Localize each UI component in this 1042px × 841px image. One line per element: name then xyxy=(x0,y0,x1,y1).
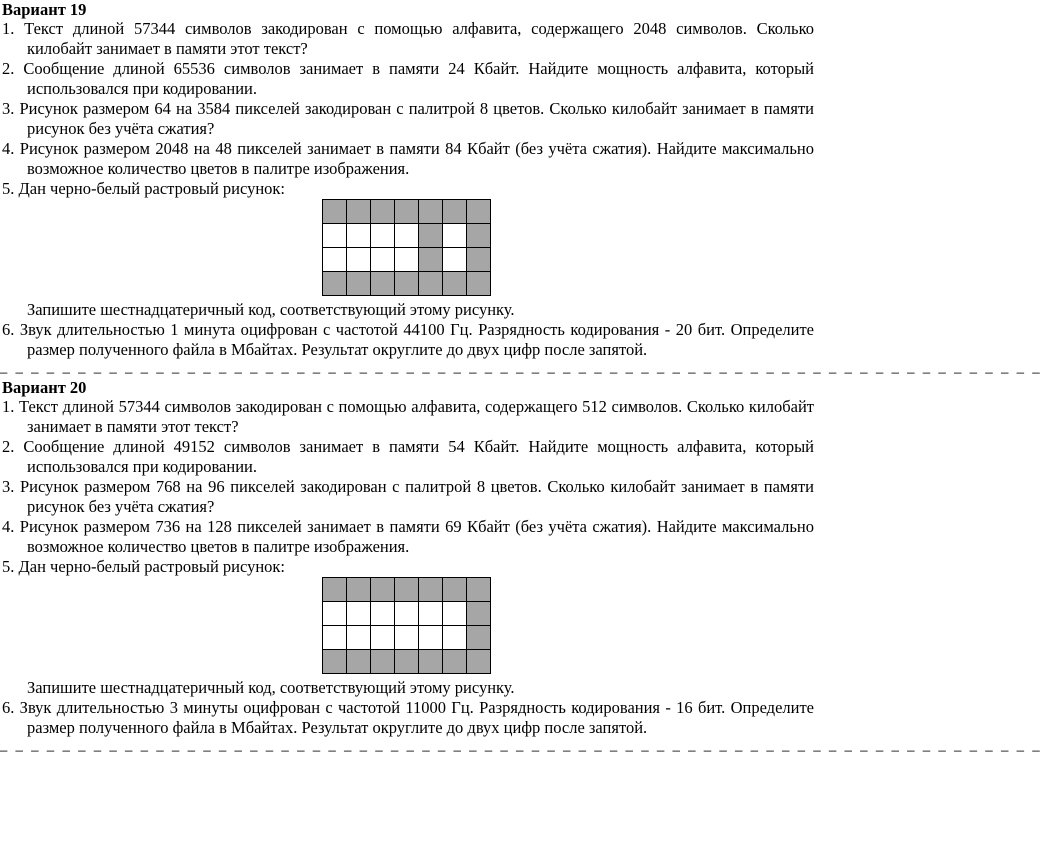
pixel-filled xyxy=(371,650,395,674)
task-1: 1. Текст длиной 57344 символов закодирован с помощью алфавита, содержащего 2048 символов. Сколько килобайт занимает в памяти этот текст? xyxy=(2,19,814,58)
task-3: 3. Рисунок размером 768 на 96 пикселей закодирован с палитрой 8 цветов. Сколько килобайт занимает в памяти рисунок без учёта сжатия? xyxy=(2,477,814,516)
pixel-filled xyxy=(395,578,419,602)
pixel-filled xyxy=(467,602,491,626)
pixel-filled xyxy=(467,224,491,248)
pixel-filled xyxy=(395,272,419,296)
pixel-filled xyxy=(371,200,395,224)
separator-line: _ _ _ _ _ _ _ _ _ _ _ _ _ _ _ _ _ _ _ _ _ _ _ _ _ _ _ _ _ _ _ _ _ _ _ _ _ _ _ _ _ _ _ _ _ _ _ _ _ _ _ _ _ _ _ _ _ _ _ _ _ _ _ _ _ _ _ xyxy=(0,737,1042,752)
pixel-filled xyxy=(443,578,467,602)
pixel-filled xyxy=(347,578,371,602)
pixel-empty xyxy=(443,626,467,650)
pixel-filled xyxy=(467,248,491,272)
variant-title: Вариант 20 xyxy=(2,378,87,397)
separator-line: _ _ _ _ _ _ _ _ _ _ _ _ _ _ _ _ _ _ _ _ _ _ _ _ _ _ _ _ _ _ _ _ _ _ _ _ _ _ _ _ _ _ _ _ _ _ _ _ _ _ _ _ _ _ _ _ _ _ _ _ _ _ _ _ _ _ _ xyxy=(0,359,1042,374)
pixel-empty xyxy=(323,602,347,626)
pixel-filled xyxy=(467,650,491,674)
variant-20 xyxy=(0,378,1042,752)
pixel-empty xyxy=(323,248,347,272)
grid-row xyxy=(323,578,491,602)
pixel-empty xyxy=(419,626,443,650)
pixel-filled xyxy=(419,224,443,248)
pixel-filled xyxy=(467,626,491,650)
pixel-empty xyxy=(395,602,419,626)
raster-image-grid xyxy=(322,199,491,296)
pixel-empty xyxy=(395,224,419,248)
pixel-empty xyxy=(323,626,347,650)
pixel-filled xyxy=(395,650,419,674)
grid-row xyxy=(323,272,491,296)
pixel-filled xyxy=(467,272,491,296)
variant-title: Вариант 19 xyxy=(2,0,87,19)
pixel-empty xyxy=(347,602,371,626)
pixel-filled xyxy=(323,578,347,602)
task-1: 1. Текст длиной 57344 символов закодирован с помощью алфавита, содержащего 512 символов. Сколько килобайт занимает в памяти этот текст? xyxy=(2,397,814,436)
task-5-instruction: Запишите шестнадцатеричный код, соответствующий этому рисунку. xyxy=(27,300,515,319)
pixel-filled xyxy=(443,200,467,224)
task-2: 2. Сообщение длиной 49152 символов занимает в памяти 54 Кбайт. Найдите мощность алфавита, который использовался при кодировании. xyxy=(2,437,814,476)
pixel-empty xyxy=(347,224,371,248)
pixel-filled xyxy=(323,272,347,296)
pixel-filled xyxy=(395,200,419,224)
pixel-filled xyxy=(419,272,443,296)
pixel-empty xyxy=(443,248,467,272)
pixel-filled xyxy=(323,650,347,674)
pixel-empty xyxy=(371,224,395,248)
task-6: 6. Звук длительностью 1 минута оцифрован с частотой 44100 Гц. Разрядность кодирования - 20 бит. Определите размер полученного файла в Мбайтах. Результат округлите до двух цифр после запятой. xyxy=(2,320,814,359)
pixel-filled xyxy=(419,650,443,674)
pixel-filled xyxy=(467,578,491,602)
pixel-filled xyxy=(371,272,395,296)
task-4: 4. Рисунок размером 736 на 128 пикселей занимает в памяти 69 Кбайт (без учёта сжатия). Найдите максимально возможное количество цветов в палитре изображения. xyxy=(2,517,814,556)
pixel-empty xyxy=(323,224,347,248)
raster-image-wrap xyxy=(0,577,816,678)
pixel-filled xyxy=(347,200,371,224)
pixel-filled xyxy=(419,200,443,224)
pixel-empty xyxy=(371,626,395,650)
raster-image-grid xyxy=(322,577,491,674)
pixel-empty xyxy=(443,224,467,248)
task-6: 6. Звук длительностью 3 минуты оцифрован с частотой 11000 Гц. Разрядность кодирования - 16 бит. Определите размер полученного файла в Мбайтах. Результат округлите до двух цифр после запятой. xyxy=(2,698,814,737)
grid-row xyxy=(323,224,491,248)
grid-row xyxy=(323,650,491,674)
variant-19 xyxy=(0,0,1042,374)
pixel-empty xyxy=(371,248,395,272)
task-4: 4. Рисунок размером 2048 на 48 пикселей занимает в памяти 84 Кбайт (без учёта сжатия). Найдите максимально возможное количество цветов в палитре изображения. xyxy=(2,139,814,178)
pixel-filled xyxy=(443,650,467,674)
pixel-filled xyxy=(347,650,371,674)
pixel-filled xyxy=(323,200,347,224)
pixel-filled xyxy=(419,578,443,602)
pixel-empty xyxy=(395,248,419,272)
task-5: 5. Дан черно-белый растровый рисунок: xyxy=(2,557,286,576)
pixel-empty xyxy=(347,626,371,650)
grid-row xyxy=(323,248,491,272)
pixel-filled xyxy=(467,200,491,224)
task-3: 3. Рисунок размером 64 на 3584 пикселей закодирован с палитрой 8 цветов. Сколько килобайт занимает в памяти рисунок без учёта сжатия? xyxy=(2,99,814,138)
pixel-empty xyxy=(395,626,419,650)
pixel-empty xyxy=(347,248,371,272)
task-5: 5. Дан черно-белый растровый рисунок: xyxy=(2,179,286,198)
grid-row xyxy=(323,200,491,224)
pixel-empty xyxy=(443,602,467,626)
task-2: 2. Сообщение длиной 65536 символов занимает в памяти 24 Кбайт. Найдите мощность алфавита, который использовался при кодировании. xyxy=(2,59,814,98)
pixel-filled xyxy=(443,272,467,296)
pixel-filled xyxy=(347,272,371,296)
pixel-empty xyxy=(371,602,395,626)
grid-row xyxy=(323,626,491,650)
pixel-filled xyxy=(371,578,395,602)
pixel-filled xyxy=(419,248,443,272)
task-5-instruction: Запишите шестнадцатеричный код, соответствующий этому рисунку. xyxy=(27,678,515,697)
pixel-empty xyxy=(419,602,443,626)
raster-image-wrap xyxy=(0,199,816,300)
grid-row xyxy=(323,602,491,626)
